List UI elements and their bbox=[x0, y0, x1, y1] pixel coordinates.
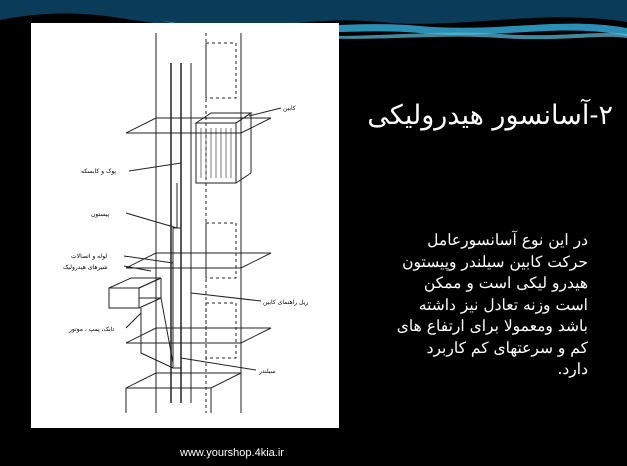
hydraulic-elevator-diagram bbox=[31, 23, 339, 428]
slide-title: ۲-آسانسور هیدرولیکی bbox=[367, 100, 613, 131]
body-line: کم و سرعتهای کم کاربرد bbox=[426, 338, 588, 357]
body-line: است وزنه تعادل نیز داشته bbox=[418, 295, 588, 314]
label-valves: شیرهای هیدرولیک bbox=[63, 264, 108, 271]
body-line: باشد ومعمولا برای ارتفاع های bbox=[396, 317, 588, 335]
label-piston: پیستون bbox=[91, 211, 110, 218]
label-cabin: کابین bbox=[283, 105, 296, 112]
label-tank: تانک، پمپ ، موتور bbox=[69, 326, 115, 333]
body-line: در این نوع آسانسورعامل bbox=[427, 231, 588, 249]
slide-body bbox=[348, 230, 588, 381]
footer-url: www.yourshop.4kia.ir bbox=[180, 447, 284, 459]
body-line: هیدرو لیکی است و ممکن bbox=[423, 274, 588, 292]
label-pipes: لوله و اتصالات bbox=[71, 253, 108, 260]
diagram-drawing bbox=[31, 23, 339, 428]
label-rail: ریل راهنمای کابین bbox=[263, 299, 309, 306]
label-pulley: پوک و کابسکه bbox=[81, 168, 117, 175]
label-cylinder: سیلندر bbox=[259, 368, 276, 375]
body-line: حرکت کابین سیلندر وپیستون bbox=[402, 252, 588, 271]
body-line: دارد. bbox=[557, 360, 588, 378]
